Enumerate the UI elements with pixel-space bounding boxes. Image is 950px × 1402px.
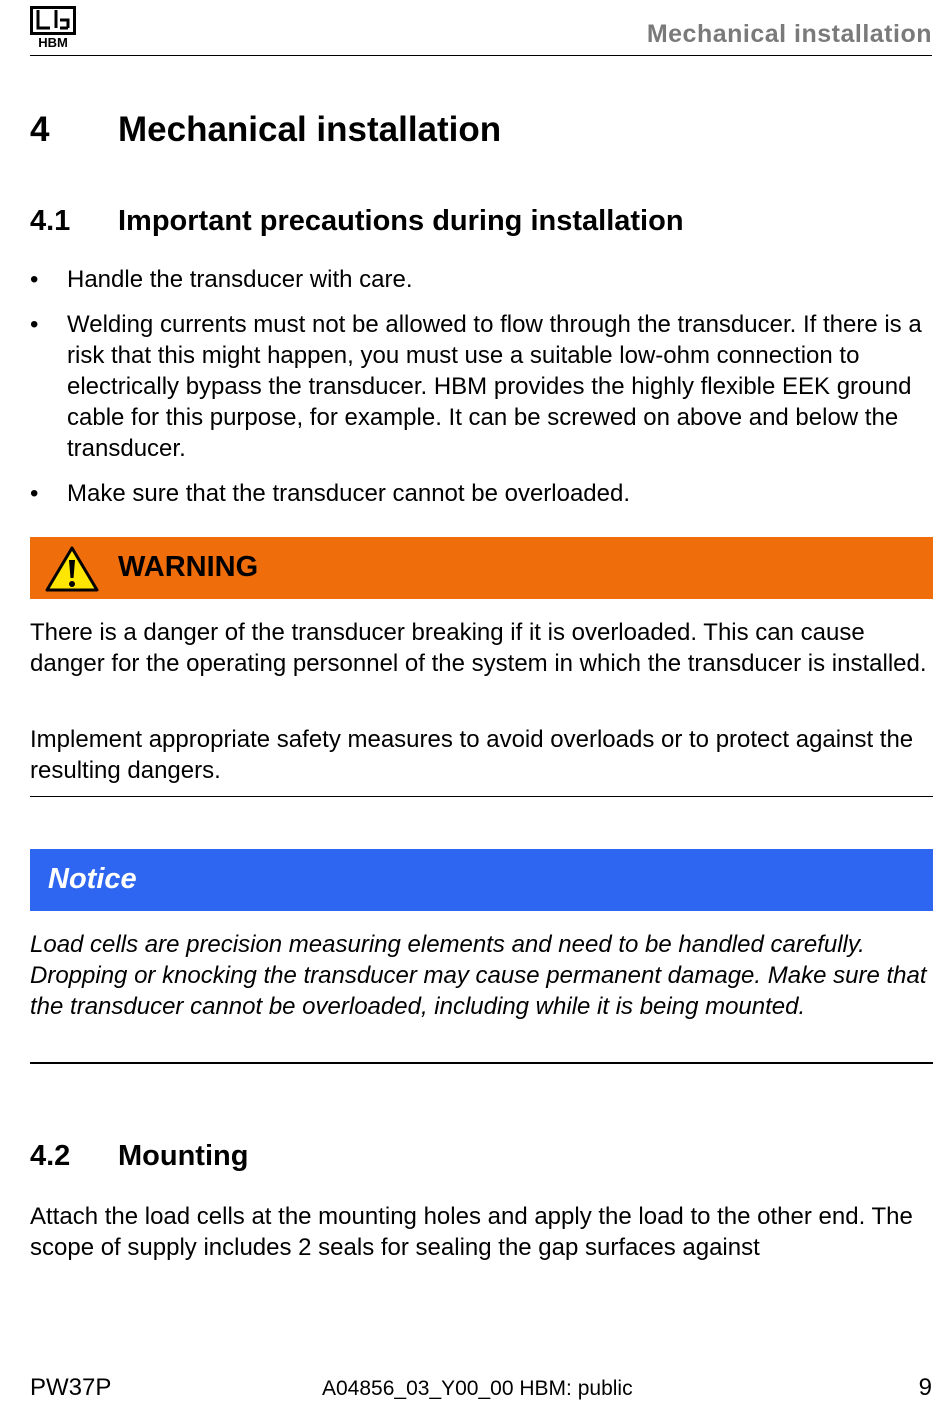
warning-divider xyxy=(30,796,933,797)
warning-triangle-icon xyxy=(44,545,100,593)
mounting-text: Attach the load cells at the mounting holes and apply the load to the other end. The scope of supply includes 2 seals for sealing the gap surfaces against xyxy=(30,1203,913,1261)
notice-banner xyxy=(30,849,933,911)
warning-title: WARNING xyxy=(118,551,259,583)
section-4-1-heading xyxy=(30,205,684,238)
warning-text: There is a danger of the transducer breaking if it is overloaded. This can cause danger for the operating personnel of the system in which the transducer is installed. xyxy=(30,619,927,677)
header-section-title: Mechanical installation xyxy=(646,20,932,48)
chapter-number: 4 xyxy=(30,110,50,149)
list-item: • Make sure that the transducer cannot be overloaded. xyxy=(30,480,631,507)
chapter-title: Mechanical installation xyxy=(118,110,502,149)
footer-product: PW37P xyxy=(30,1374,112,1401)
header-divider xyxy=(30,55,932,56)
list-item: • Welding currents must not be allowed to flow through the transducer. If there is a risk that this might happen, you must use a suitable low-ohm connection to electrically bypass the transducer. HBM provides the highly flexible EEK ground cable for this purpose, for example. It can be screwed on above and below the transducer. xyxy=(30,311,922,462)
bullet-icon: • xyxy=(30,266,39,293)
notice-title: Notice xyxy=(48,863,137,895)
logo-text: HBM xyxy=(38,35,68,48)
section-number: 4.2 xyxy=(30,1140,71,1172)
bullet-icon: • xyxy=(30,311,39,338)
section-title: Important precautions during installation xyxy=(118,205,684,237)
footer-doc-id: A04856_03_Y00_00 xyxy=(322,1377,514,1400)
list-item: • Handle the transducer with care. xyxy=(30,266,413,293)
footer-classification: HBM: public xyxy=(519,1377,633,1400)
warning-text: Implement appropriate safety measures to avoid overloads or to protect against the resulting dangers. xyxy=(30,726,914,784)
notice-text: Load cells are precision measuring elements and need to be handled carefully. Dropping or knocking the transducer may cause permanent damage. Make sure that the transducer cannot be overloaded, including while it is being mounted. xyxy=(30,931,927,1020)
section-number: 4.1 xyxy=(30,205,71,237)
section-title: Mounting xyxy=(118,1140,249,1172)
warning-banner xyxy=(30,537,933,599)
notice-divider xyxy=(30,1062,933,1064)
page-number: 9 xyxy=(918,1374,932,1401)
bullet-icon: • xyxy=(30,480,39,507)
footer-doc-info xyxy=(322,1377,633,1401)
chapter-heading xyxy=(30,110,501,150)
hbm-logo xyxy=(30,6,76,48)
section-4-2-heading xyxy=(30,1140,248,1173)
precautions-list xyxy=(30,264,925,523)
